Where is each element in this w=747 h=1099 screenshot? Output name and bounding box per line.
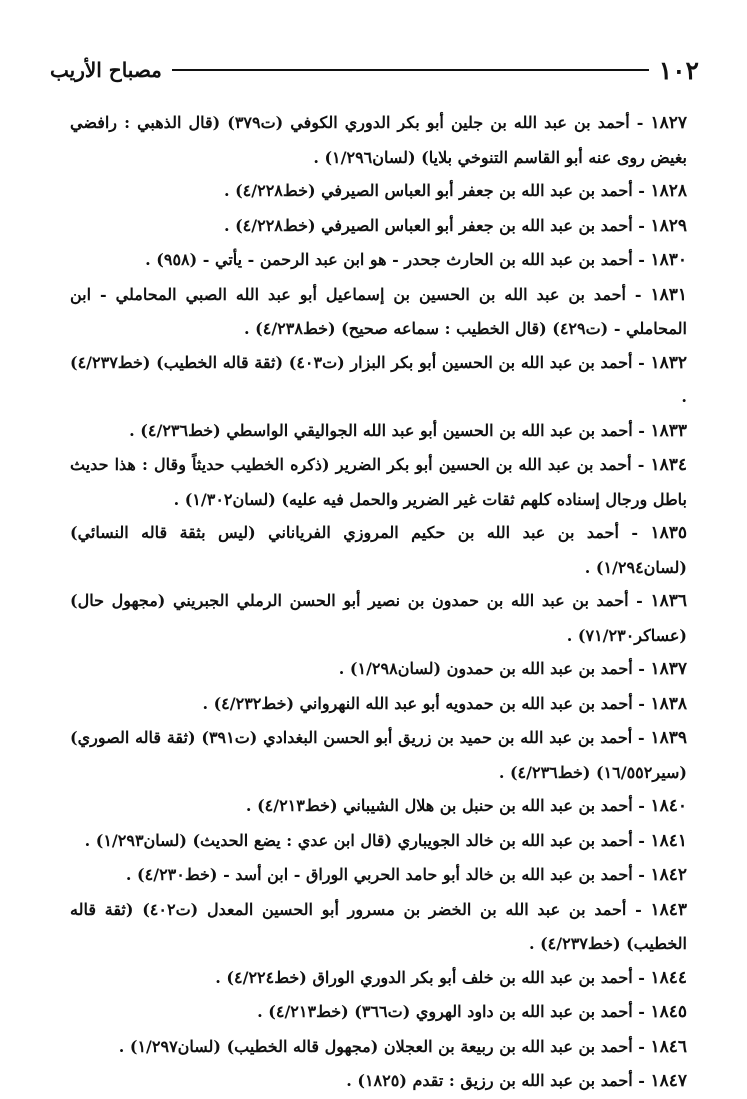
entry-number: ١٨٤٠	[650, 796, 687, 816]
entry	[70, 824, 687, 859]
entry-separator: -	[631, 455, 651, 474]
entry-text: أحمد بن عبد الله بن ربيعة بن العجلان (مجهول قاله الخطيب) (لسان١/٢٩٧) .	[118, 1036, 633, 1056]
entry	[70, 209, 687, 244]
entry	[70, 1064, 687, 1099]
entry-text: أحمد بن عبد الله بن خالد أبو حامد الحربي الوراق - ابن أسد - (خط٤/٢٣٠) .	[125, 865, 633, 884]
entry-number: ١٨٣٠	[650, 250, 687, 270]
entry-text: أحمد بن عبد الله بن جعفر أبو العباس الصيرفي (خط٤/٢٢٨) .	[223, 181, 633, 200]
page-header	[50, 52, 699, 88]
entry-separator: -	[632, 215, 651, 235]
entry	[70, 243, 687, 278]
entry	[70, 789, 687, 824]
entry	[70, 652, 687, 687]
entry-text: أحمد بن عبد الله بن حمدون بن نصير أبو الحسن الرملي الجبريني (مجهول حال) (عساكر٧١/٢٣٠) .	[70, 591, 687, 645]
entry	[70, 414, 687, 449]
entry-number: ١٨٤١	[650, 830, 687, 851]
entry-text: أحمد بن عبد الله بن الحارث جحدر - هو ابن عبد الرحمن - يأتي - (٩٥٨) .	[145, 250, 633, 269]
entry-text: أحمد بن عبد الله بن جلين أبو بكر الدوري الكوفي (ت٣٧٩) (قال الذهبي : رافضي بغيض روى عنه أبو القاسم التنوخي بلايا) (لسان١/٢٩٦) .	[70, 113, 687, 167]
entry-separator: -	[632, 181, 651, 200]
entry-separator: -	[629, 113, 651, 132]
entry	[70, 687, 687, 722]
entry-text: أحمد بن عبد الله بن حكيم المروزي الفرياناني (ليس بثقة قاله النسائي) (لسان١/٢٩٤) .	[70, 523, 687, 577]
entry	[70, 961, 687, 996]
entry-separator: -	[632, 420, 651, 440]
entry-text: أحمد بن عبد الله بن الخضر بن مسرور أبو الحسين المعدل (ت٤٠٢) (ثقة قاله الخطيب) (خط٤/٢٣٧) .	[70, 899, 687, 953]
entry-text: أحمد بن عبد الله بن جعفر أبو العباس الصيرفي (خط٤/٢٢٨) .	[223, 215, 633, 235]
entry-number: ١٨٣٥	[650, 523, 688, 543]
entry-number: ١٨٤٤	[650, 967, 687, 988]
entry	[70, 995, 687, 1030]
entry	[70, 278, 687, 346]
entry-number: ١٨٣٣	[650, 420, 687, 441]
header-rule	[172, 69, 649, 71]
entry-separator: -	[632, 659, 651, 678]
entry-number: ١٨٤٢	[650, 865, 687, 885]
entry-number: ١٨٤٦	[650, 1036, 687, 1057]
entry-text: أحمد بن عبد الله بن حمدويه أبو عبد الله النهرواني (خط٤/٢٣٢) .	[202, 693, 633, 713]
entry-separator: -	[632, 1071, 651, 1090]
running-title: مصباح الأريب	[50, 58, 162, 82]
entry-number: ١٨٢٨	[650, 181, 687, 201]
entry-separator: -	[632, 865, 651, 884]
entry-number: ١٨٣٩	[650, 728, 688, 748]
entry	[70, 516, 687, 584]
entries-list	[70, 106, 687, 1099]
entry-text: أحمد بن عبد الله بن داود الهروي (ت٣٦٦) (خط٤/٢١٣) .	[257, 1002, 633, 1021]
entry-number: ١٨٤٥	[650, 1002, 687, 1022]
entry-separator: -	[628, 591, 651, 610]
entry-number: ١٨٣٤	[650, 455, 688, 475]
entry-number: ١٨٣٨	[650, 693, 687, 714]
entry-text: أحمد بن عبد الله بن الحسين أبو بكر البزار (ت٤٠٣) (ثقة قاله الخطيب) (خط٤/٢٣٧) .	[70, 352, 687, 406]
entry	[70, 106, 687, 174]
entry-separator: -	[632, 1036, 651, 1056]
entry-number: ١٨٤٧	[650, 1071, 687, 1091]
entry-separator: -	[632, 250, 651, 269]
entry-text: أحمد بن عبد الله بن رزيق : تقدم (١٨٢٥) .	[346, 1071, 633, 1090]
entry	[70, 584, 687, 652]
entry-separator: -	[632, 693, 651, 713]
entry-number: ١٨٢٩	[650, 215, 687, 236]
entry-separator: -	[632, 1002, 651, 1021]
entry-text: أحمد بن عبد الله بن حنبل بن هلال الشيباني (خط٤/٢١٣) .	[245, 796, 633, 815]
page-number: ١٠٢	[658, 55, 699, 85]
entry	[70, 858, 687, 893]
entry-text: أحمد بن عبد الله بن حمدون (لسان١/٢٩٨) .	[338, 659, 633, 678]
entry-text: أحمد بن عبد الله بن الحسين أبو بكر الضرير (ذكره الخطيب حديثاً وقال : هذا حديث باطل ورجال إسناده كلهم ثقات غير الضرير والحمل فيه عليه) (لسان١/٣٠٢) .	[70, 455, 687, 509]
entry-separator: -	[618, 523, 651, 542]
entry	[70, 721, 687, 789]
entry-text: أحمد بن عبد الله بن الحسين بن إسماعيل أبو عبد الله الصبي المحاملي - ابن المحاملي - (ت٤٢٩) (قال الخطيب : سماعه صحيح) (خط٤/٢٣٨) .	[70, 284, 687, 338]
entry-number: ١٨٤٣	[650, 899, 688, 920]
entry-separator: -	[625, 284, 651, 304]
entry-separator: -	[632, 728, 651, 747]
entry	[70, 346, 687, 414]
entry-number: ١٨٣١	[650, 284, 688, 305]
entry-separator: -	[632, 967, 651, 987]
entry-text: أحمد بن عبد الله بن حميد بن زريق أبو الحسن البغدادي (ت٣٩١) (ثقة قاله الصوري) (سير١٦/٥٥٢) (خط٤/٢٣٦) .	[70, 728, 687, 782]
entry	[70, 1030, 687, 1065]
entry-separator: -	[632, 352, 651, 372]
entry	[70, 893, 687, 961]
entry-separator: -	[626, 899, 651, 919]
entry-number: ١٨٣٢	[650, 352, 688, 373]
entry	[70, 174, 687, 209]
entry-number: ١٨٢٧	[650, 113, 687, 133]
entry-number: ١٨٣٧	[650, 659, 687, 679]
entry-text: أحمد بن عبد الله بن خالد الجويباري (قال ابن عدي : يضع الحديث) (لسان١/٢٩٣) .	[84, 830, 633, 850]
entry-separator: -	[632, 796, 651, 815]
entry-separator: -	[632, 830, 651, 850]
entry-text: أحمد بن عبد الله بن الحسين أبو عبد الله الجواليقي الواسطي (خط٤/٢٣٦) .	[129, 420, 633, 440]
entry	[70, 448, 687, 516]
entry-text: أحمد بن عبد الله بن خلف أبو بكر الدوري الوراق (خط٤/٢٢٤) .	[215, 967, 633, 987]
entry-number: ١٨٣٦	[650, 591, 688, 611]
